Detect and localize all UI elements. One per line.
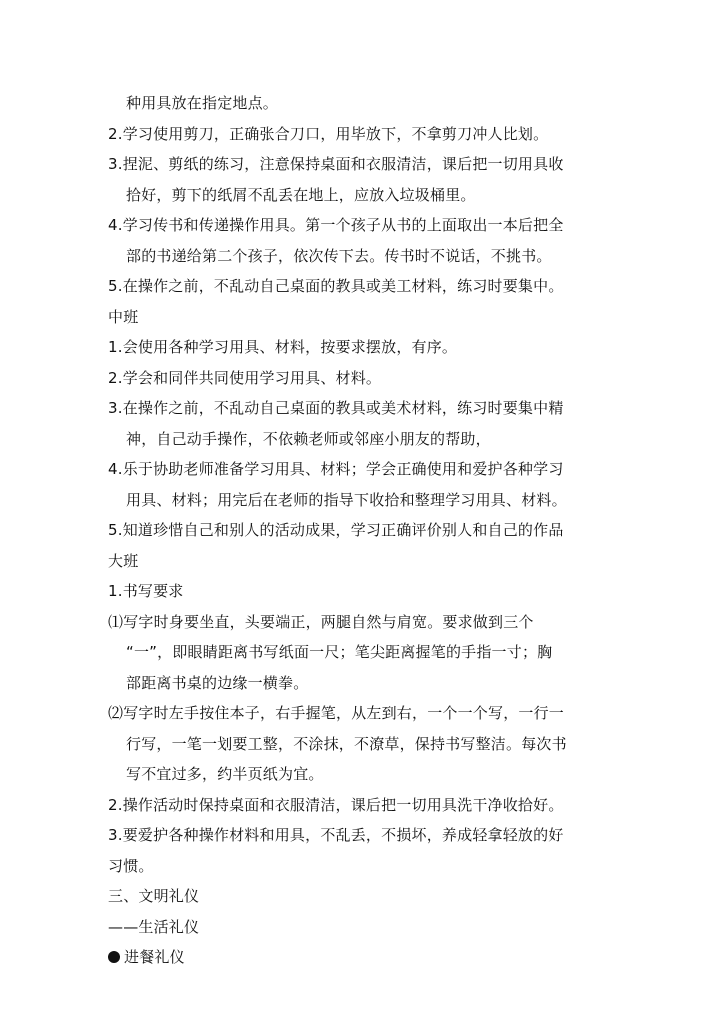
list-item: 3.要爱护各种操作材料和用具，不乱丢，不损坏，养成轻拿轻放的好 [108,826,564,844]
bullet-heading-label: 进餐礼仪 [124,948,185,966]
list-item: 1.书写要求 [108,582,184,600]
list-item: 5.知道珍惜自己和别人的活动成果，学习正确评价别人和自己的作品 [108,521,564,539]
list-item: ⑴写字时身要坐直，头要端正，两腿自然与肩宽。要求做到三个 [108,612,534,631]
text-line: 部的书递给第二个孩子，依次传下去。传书时不说话，不挑书。 [126,246,552,265]
list-item: 4.学习传书和传递操作用具。第一个孩子从书的上面取出一本后把全 [108,216,564,234]
text-line: 习惯。 [108,856,154,875]
section-heading: 大班 [108,551,139,570]
section-heading: 三、文明礼仪 [108,887,200,905]
list-item: 3.在操作之前，不乱动自己桌面的教具或美术材料，练习时要集中精 [108,399,564,417]
text-line: 用具、材料；用完后在老师的指导下收拾和整理学习用具、材料。 [126,490,567,509]
text-line: 种用具放在指定地点。 [126,94,279,112]
bullet-icon [108,951,120,963]
text-line: 行写，一笔一划要工整，不涂抹，不潦草，保持书写整洁。每次书 [126,734,567,753]
text-line: 部距离书桌的边缘一横拳。 [126,673,309,692]
list-item: 2.学会和同伴共同使用学习用具、材料。 [108,368,382,387]
text-line: 写不宜过多，约半页纸为宜。 [126,765,324,783]
list-item: ⑵写字时左手按住本子，右手握笔，从左到右，一个一个写，一行一 [108,704,565,722]
bullet-heading [108,942,613,973]
text-line: “一”，即眼睛距离书写纸面一尺；笔尖距离握笔的手指一寸；胸 [126,643,553,661]
section-heading: 中班 [108,307,139,326]
list-item: 2.学习使用剪刀，正确张合刀口，用毕放下，不拿剪刀冲人比划。 [108,124,549,143]
list-item: 2.操作活动时保持桌面和衣服清洁，课后把一切用具洗干净收拾好。 [108,795,564,814]
subsection-heading: ——生活礼仪 [108,917,200,936]
list-item: 1.会使用各种学习用具、材料，按要求摆放，有序。 [108,338,458,356]
list-item: 3.捏泥、剪纸的练习，注意保持桌面和衣服清洁，课后把一切用具收 [108,155,564,173]
list-item: 5.在操作之前，不乱动自己桌面的教具或美工材料，练习时要集中。 [108,277,564,295]
text-line: 神，自己动手操作，不依赖老师或邻座小朋友的帮助， [126,429,491,448]
document-page [108,88,613,973]
list-item: 4.乐于协助老师准备学习用具、材料；学会正确使用和爱护各种学习 [108,460,564,478]
text-line: 拾好，剪下的纸屑不乱丢在地上，应放入垃圾桶里。 [126,185,476,204]
